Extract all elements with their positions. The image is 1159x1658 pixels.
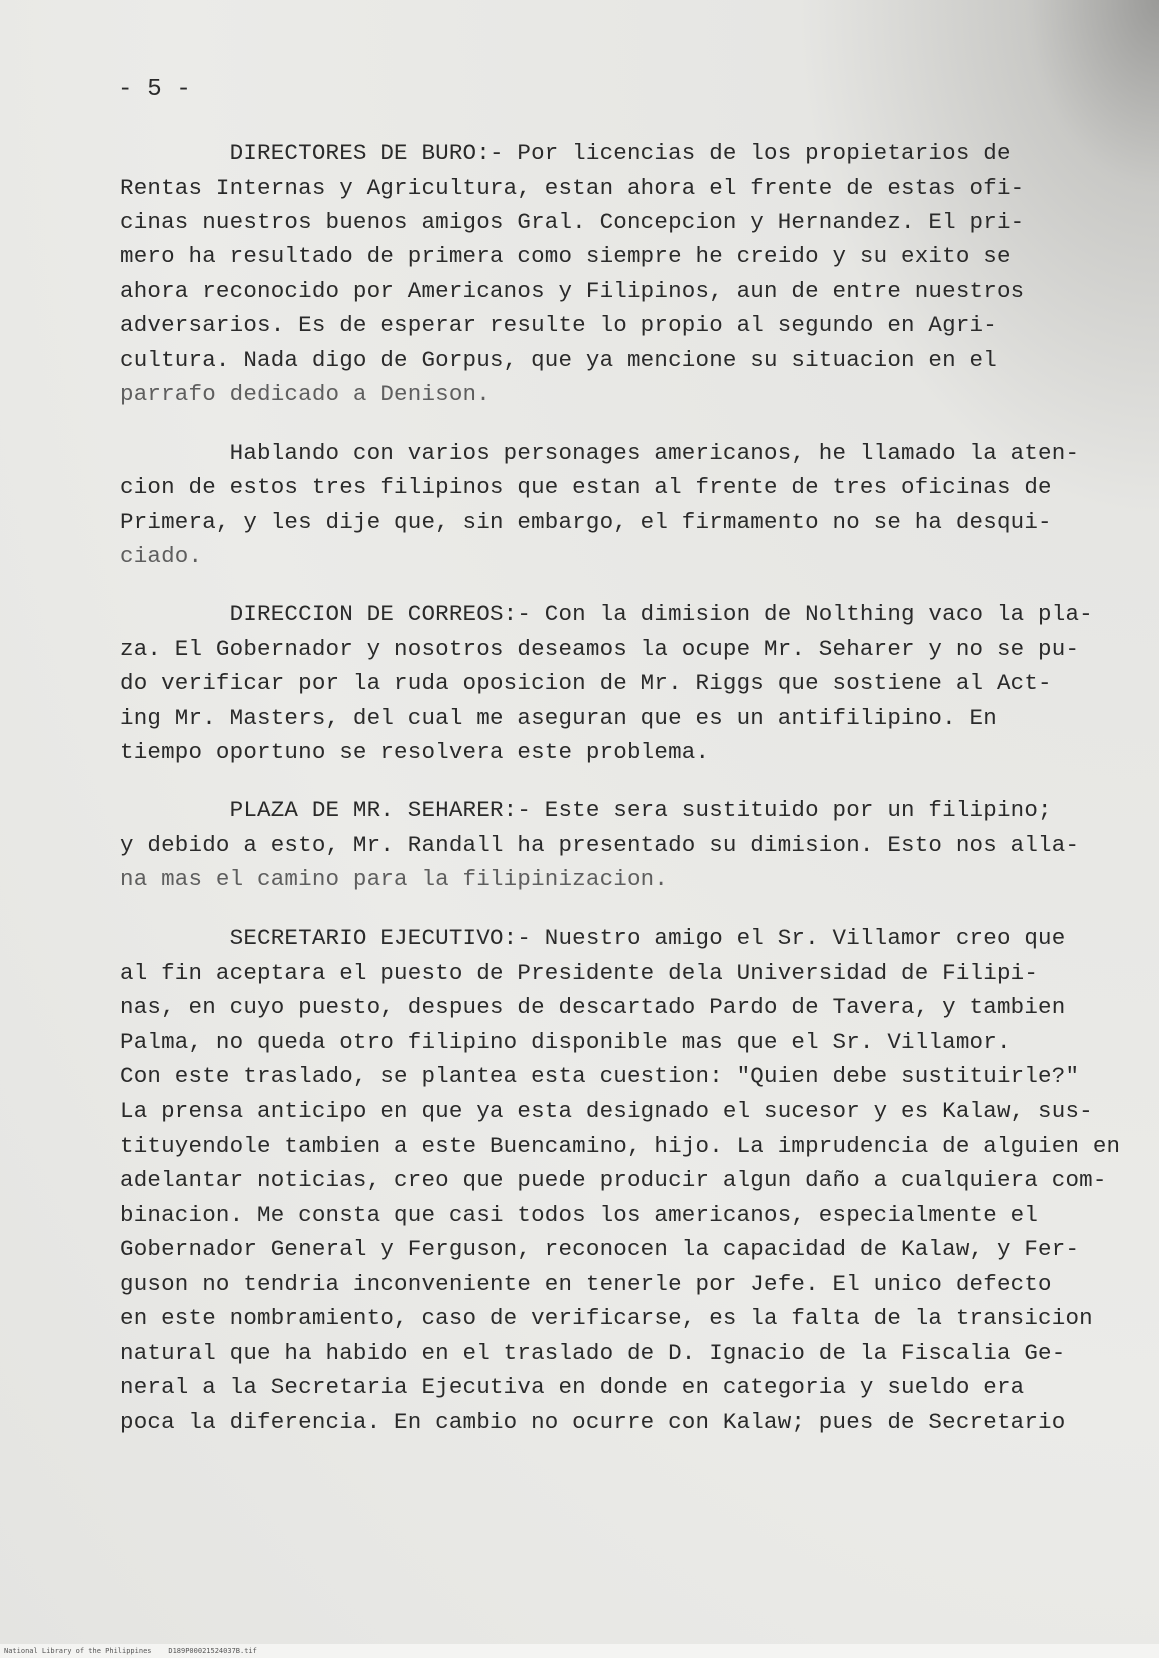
text-line: ciado. — [120, 543, 203, 569]
text-line: Palma, no queda otro filipino disponible mas que el Sr. Villamor. — [120, 1029, 1011, 1055]
text-line: Primera, y les dije que, sin embargo, el firmamento no se ha desqui- — [120, 509, 1052, 535]
text-line: poca la diferencia. En cambio no ocurre con Kalaw; pues de Secretario — [120, 1409, 1066, 1435]
text-line: DIRECCION DE CORREOS:- Con la dimision de Nolthing vaco la pla- — [120, 601, 1093, 627]
text-line: y debido a esto, Mr. Randall ha presentado su dimision. Esto nos alla- — [120, 832, 1080, 858]
text-line: guson no tendria inconveniente en tenerle por Jefe. El unico defecto — [120, 1271, 1052, 1297]
text-line: cinas nuestros buenos amigos Gral. Concepcion y Hernandez. El pri- — [120, 209, 1025, 235]
text-line: tituyendole tambien a este Buencamino, hijo. La imprudencia de alguien en — [120, 1133, 1121, 1159]
text-line: Con este traslado, se plantea esta cuestion: "Quien debe sustituirle?" — [120, 1063, 1080, 1089]
text-line: en este nombramiento, caso de verificarse, es la falta de la transicion — [120, 1305, 1093, 1331]
text-line: SECRETARIO EJECUTIVO:- Nuestro amigo el Sr. Villamor creo que — [120, 925, 1066, 951]
text-line: cion de estos tres filipinos que estan al frente de tres oficinas de — [120, 474, 1052, 500]
text-line: Hablando con varios personages americanos, he llamado la aten- — [120, 440, 1080, 466]
text-line: na mas el camino para la filipinizacion. — [120, 866, 669, 892]
text-line: cultura. Nada digo de Gorpus, que ya mencione su situacion en el — [120, 347, 997, 373]
text-line: binacion. Me consta que casi todos los americanos, especialmente el — [120, 1202, 1039, 1228]
text-line: nas, en cuyo puesto, despues de descartado Pardo de Tavera, y tambien — [120, 994, 1066, 1020]
text-line: adelantar noticias, creo que puede producir algun daño a cualquiera com- — [120, 1167, 1107, 1193]
text-line: ahora reconocido por Americanos y Filipinos, aun de entre nuestros — [120, 278, 1025, 304]
text-line: La prensa anticipo en que ya esta designado el sucesor y es Kalaw, sus- — [120, 1098, 1093, 1124]
text-line: za. El Gobernador y nosotros deseamos la ocupe Mr. Seharer y no se pu- — [120, 636, 1080, 662]
text-line: al fin aceptara el puesto de Presidente dela Universidad de Filipi- — [120, 960, 1039, 986]
text-line: ing Mr. Masters, del cual me aseguran que es un antifilipino. En — [120, 705, 997, 731]
scan-footer: National Library of the Philippines D189P00021524037B.tif — [0, 1644, 1159, 1658]
text-line: adversarios. Es de esperar resulte lo propio al segundo en Agri- — [120, 312, 997, 338]
text-line: tiempo oportuno se resolvera este problema. — [120, 739, 710, 765]
text-line: mero ha resultado de primera como siempre he creido y su exito se — [120, 243, 1011, 269]
text-line: do verificar por la ruda oposicion de Mr. Riggs que sostiene al Act- — [120, 670, 1052, 696]
page-number: - 5 - — [118, 76, 192, 103]
text-line: natural que ha habido en el traslado de D. Ignacio de la Fiscalia Ge- — [120, 1340, 1066, 1366]
text-line: neral a la Secretaria Ejecutiva en donde en categoria y sueldo era — [120, 1374, 1025, 1400]
text-line: PLAZA DE MR. SEHARER:- Este sera sustituido por un filipino; — [120, 797, 1052, 823]
text-line: Gobernador General y Ferguson, reconocen la capacidad de Kalaw, y Fer- — [120, 1236, 1080, 1262]
text-line: Rentas Internas y Agricultura, estan ahora el frente de estas ofi- — [120, 175, 1025, 201]
text-line: DIRECTORES DE BURO:- Por licencias de los propietarios de — [120, 140, 1011, 166]
text-line: parrafo dedicado a Denison. — [120, 381, 490, 407]
